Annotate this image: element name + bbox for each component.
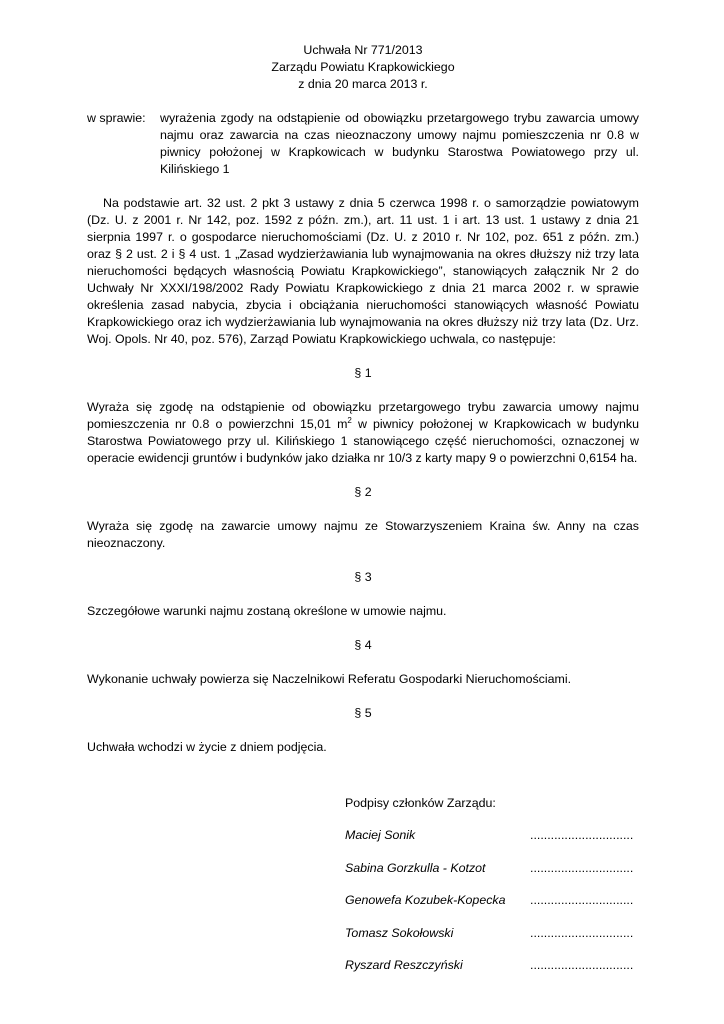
resolution-date: z dnia 20 marca 2013 r. bbox=[298, 77, 428, 91]
section-3 bbox=[87, 569, 639, 620]
section-title: § 1 bbox=[354, 366, 372, 380]
section-text-part: w piwnicy położonej w Krapkowicach w budynku Starostwa Powiatowego przy ul. Kilińskiego 1 stanowiącego część nieruchomości, oznaczonej w operacie ewidencji gruntów i budynków jako działka nr 10/3 z karty mapy 9 o powierzchni 0,6154 ha. bbox=[87, 417, 639, 465]
section-1 bbox=[87, 365, 639, 467]
resolution-issuer: Zarządu Powiatu Krapkowickiego bbox=[271, 60, 455, 74]
signature-dots: .............................. bbox=[530, 925, 634, 940]
signature-dots: .............................. bbox=[530, 958, 634, 972]
signature-dots: .............................. bbox=[530, 860, 634, 875]
signature-line bbox=[345, 860, 635, 893]
section-title: § 2 bbox=[354, 485, 372, 499]
signature-block bbox=[345, 795, 635, 990]
signature-heading: Podpisy członków Zarządu: bbox=[345, 796, 496, 810]
section-text bbox=[87, 399, 639, 467]
resolution-header bbox=[87, 42, 639, 93]
section-title: § 3 bbox=[354, 570, 372, 584]
signature-line bbox=[345, 827, 635, 860]
section-2 bbox=[87, 484, 639, 552]
document-page bbox=[87, 42, 639, 756]
section-text: Wyraża się zgodę na zawarcie umowy najmu ze Stowarzyszeniem Kraina św. Anny na czas nieoznaczony. bbox=[87, 519, 639, 550]
section-title: § 5 bbox=[354, 706, 372, 720]
legal-basis: Na podstawie art. 32 ust. 2 pkt 3 ustawy z dnia 5 czerwca 1998 r. o samorządzie powiatowym (Dz. U. z 2001 r. Nr 142, poz. 1592 z późn. zm.), art. 11 ust. 1 i art. 13 ust. 1 ustawy z dnia 21 sierpnia 1997 r. o gospodarce nieruchomościami (Dz. U. z 2010 r. Nr 102, poz. 651 z późn. zm.) oraz § 2 ust. 2 i § 4 ust. 1 „Zasad wydzierżawiania lub wynajmowania na okres dłuższy niż trzy lata nieruchomości będących własnością Powiatu Krapkowickiego”, stanowiących załącznik Nr 2 do Uchwały Nr XXXI/198/2002 Rady Powiatu Krapkowickiego z dnia 21 marca 2002 r. w sprawie określenia zasad nabycia, zbycia i obciążania nieruchomości stanowiących własność Powiatu Krapkowickiego oraz ich wydzierżawiania lub wynajmowania na okres dłuższy niż trzy lata (Dz. Urz. Woj. Opols. Nr 40, poz. 576), Zarząd Powiatu Krapkowickiego uchwala, co następuje: bbox=[87, 196, 639, 346]
area-unit-superscript: 2 bbox=[347, 415, 352, 425]
member-name: Maciej Sonik bbox=[345, 828, 416, 842]
signature-line bbox=[345, 957, 635, 990]
section-text: Uchwała wchodzi w życie z dniem podjęcia. bbox=[87, 740, 327, 754]
section-text-part: Wyraża się zgodę na odstąpienie od obowiązku przetargowego trybu zawarcia umowy najmu pomieszczenia nr 0.8 o powierzchni 15,01 m bbox=[87, 400, 639, 431]
signature-dots: .............................. bbox=[530, 893, 634, 907]
section-4 bbox=[87, 637, 639, 688]
subject-text: wyrażenia zgody na odstąpienie od obowiązku przetargowego trybu zawarcia umowy najmu oraz zawarcia na czas nieoznaczony umowy najmu pomieszczenia nr 0.8 w piwnicy położonej w Krapkowicach w budynku Starostwa Powiatowego przy ul. Kilińskiego 1 bbox=[160, 111, 639, 176]
member-name: Sabina Gorzkulla - Kotzot bbox=[345, 860, 486, 875]
signature-dots: .............................. bbox=[530, 828, 634, 842]
member-name: Genowefa Kozubek-Kopecka bbox=[345, 893, 506, 907]
signature-line bbox=[345, 892, 635, 925]
section-text: Szczegółowe warunki najmu zostaną określone w umowie najmu. bbox=[87, 604, 447, 618]
subject-matter bbox=[87, 110, 639, 178]
section-title: § 4 bbox=[354, 638, 372, 652]
section-5 bbox=[87, 705, 639, 756]
subject-label: w sprawie: bbox=[87, 111, 146, 125]
member-name: Ryszard Reszczyński bbox=[345, 958, 463, 972]
signature-line bbox=[345, 925, 635, 958]
resolution-title: Uchwała Nr 771/2013 bbox=[303, 43, 423, 57]
section-text: Wykonanie uchwały powierza się Naczelnikowi Referatu Gospodarki Nieruchomościami. bbox=[87, 672, 572, 686]
member-name: Tomasz Sokołowski bbox=[345, 925, 454, 940]
